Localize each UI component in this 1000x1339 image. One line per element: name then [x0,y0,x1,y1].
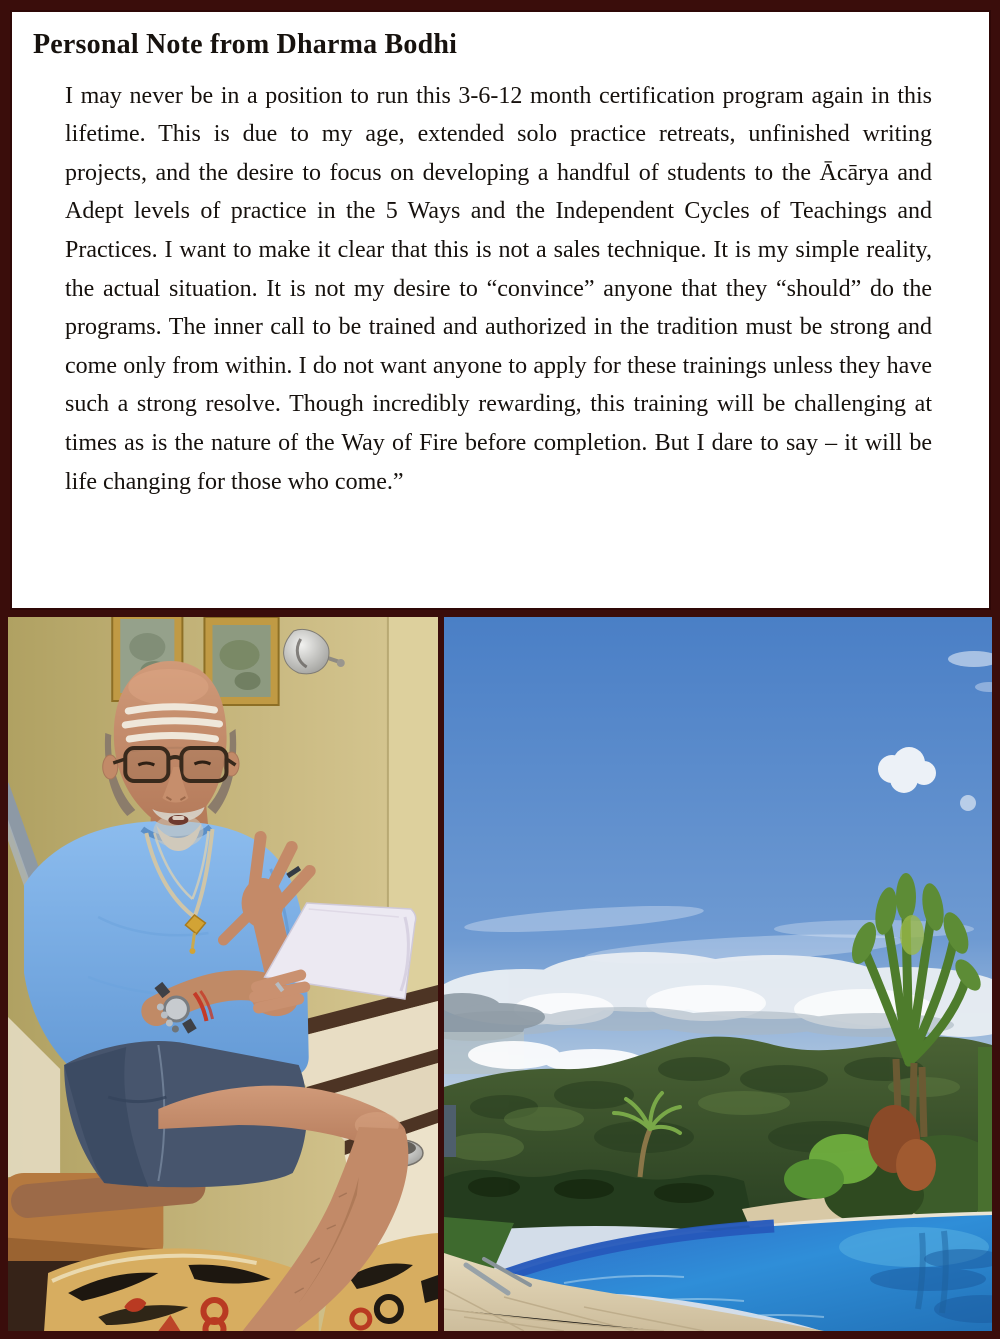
photo-row [8,617,992,1331]
note-body-text: I may never be in a position to run this 3-6-12 month certification program again in this lifetime. This is due to my age, extended solo practice retreats, unfinished writing projects, and the desire to focus on developing a handful of students to the Ācārya and Adept levels of practice in the 5 Ways and the Independent Cycles of Teachings and Practices. I want to make it clear that this is not a sales technique. It is my simple reality, the actual situation. It is not my desire to “convince” anyone that they “should” do the programs. The inner call to be trained and authorized in the tradition must be strong and come only from within. I do not want anyone to apply for these trainings unless they have such a strong resolve. Though incredibly rewarding, this training will be challenging at times as is the nature of the Way of Fire before completion. But I dare to say – it will be life changing for those who come.” [65,82,932,495]
gray-post [444,1105,456,1157]
photo-dharma-bodhi-illustration [8,617,438,1331]
page-title: Personal Note from Dharma Bodhi [33,29,458,60]
personal-note-panel [10,10,991,610]
photo-infinity-pool-illustration [444,617,992,1331]
lower-leg [28,1187,188,1201]
photo-dharma-bodhi [8,617,438,1331]
photo-infinity-pool [444,617,992,1331]
